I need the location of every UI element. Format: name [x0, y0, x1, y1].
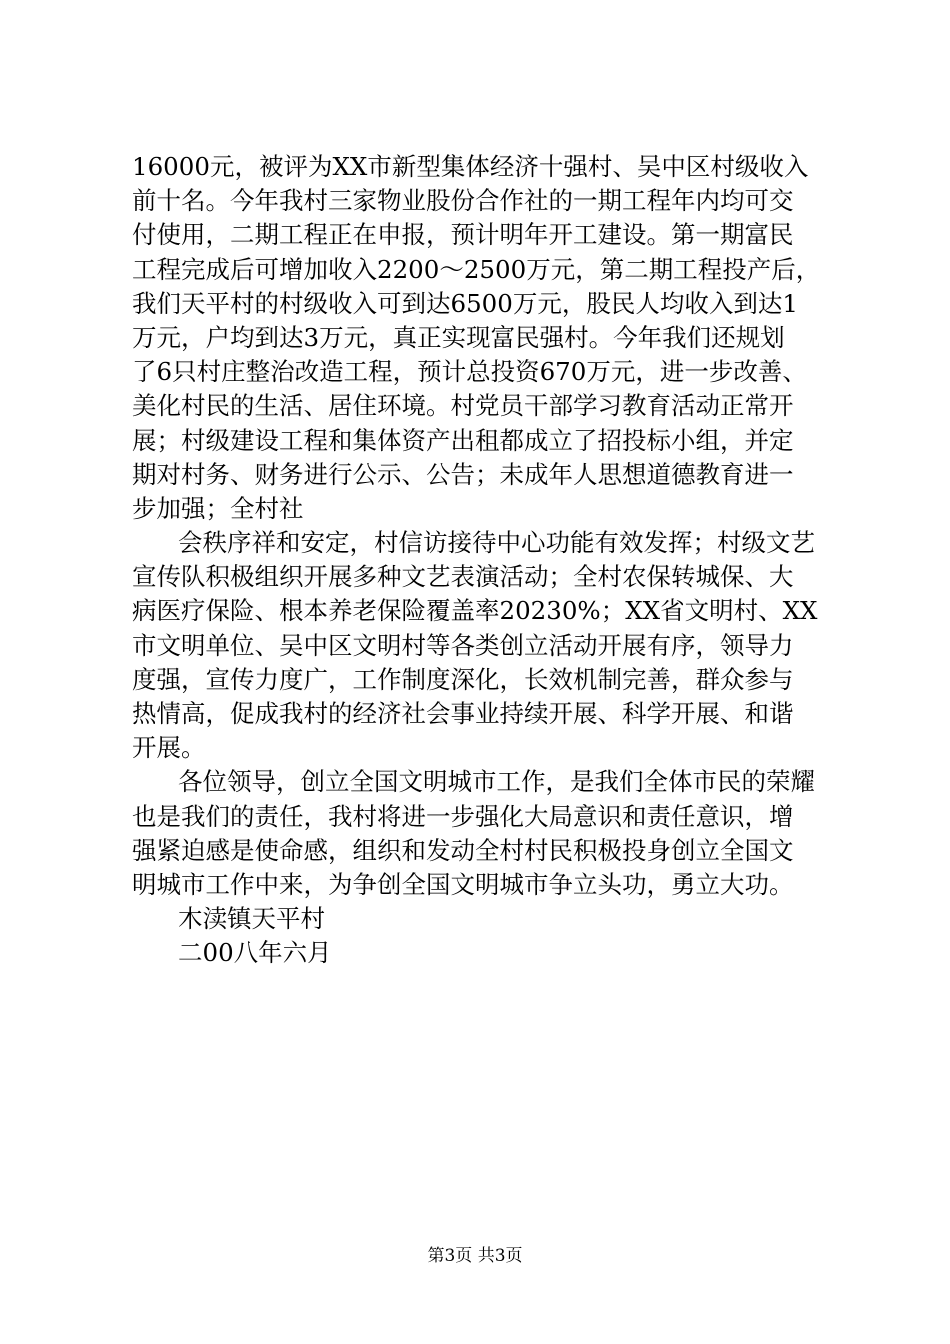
text-line: 强紧迫感是使命感，组织和发动全村村民积极投身创立全国文 — [132, 835, 794, 865]
text-line: 市文明单位、吴中区文明村等各类创立活动开展有序，领导力 — [132, 630, 794, 660]
text-line: 16000元，被评为XX市新型集体经济十强村、吴中区村级收入 — [132, 152, 809, 181]
signature-village: 木渎镇天平村 — [178, 904, 325, 934]
text-line: 付使用，二期工程正在申报，预计明年开工建设。第一期富民 — [132, 220, 794, 250]
text-line: 万元，户均到达3万元，真正实现富民强村。今年我们还规划 — [132, 322, 785, 352]
text-line: 美化村民的生活、居住环境。村党员干部学习教育活动正常开 — [132, 391, 794, 421]
page-number: 第3页 共3页 — [427, 1246, 523, 1266]
signature-date: 二00八年六月 — [178, 938, 332, 968]
document-body — [132, 150, 822, 971]
text-line: 热情高，促成我村的经济社会事业持续开展、科学开展、和谐 — [132, 699, 794, 728]
paragraph-start-line: 各位领导，创立全国文明城市工作，是我们全体市民的荣耀 — [178, 767, 815, 797]
text-line: 开展。 — [132, 733, 206, 763]
text-line: 工程完成后可增加收入2200～2500万元，第二期工程投产后， — [132, 254, 821, 284]
text-line: 期对村务、财务进行公示、公告；未成年人思想道德教育进一 — [132, 459, 794, 489]
text-line: 宣传队积极组织开展多种文艺表演活动；全村农保转城保、大 — [132, 562, 794, 592]
text-line: 也是我们的责任，我村将进一步强化大局意识和责任意识，增 — [132, 801, 794, 831]
text-line: 病医疗保险、根本养老保险覆盖率20230%；XX省文明村、XX — [132, 596, 818, 626]
text-line: 前十名。今年我村三家物业股份合作社的一期工程年内均可交 — [132, 186, 794, 216]
paragraph-start-line: 会秩序祥和安定，村信访接待中心功能有效发挥；村级文艺 — [178, 528, 815, 558]
text-line: 步加强；全村社 — [132, 493, 304, 523]
text-line: 了6只村庄整治改造工程，预计总投资670万元，进一步改善、 — [132, 357, 807, 387]
text-line: 度强，宣传力度广，工作制度深化，长效机制完善，群众参与 — [132, 664, 794, 694]
text-line: 明城市工作中来，为争创全国文明城市争立头功，勇立大功。 — [132, 869, 794, 899]
page-footer — [0, 1245, 950, 1267]
text-line: 我们天平村的村级收入可到达6500万元，股民人均收入到达1 — [132, 288, 798, 318]
text-line: 展；村级建设工程和集体资产出租都成立了招投标小组，并定 — [132, 425, 794, 455]
